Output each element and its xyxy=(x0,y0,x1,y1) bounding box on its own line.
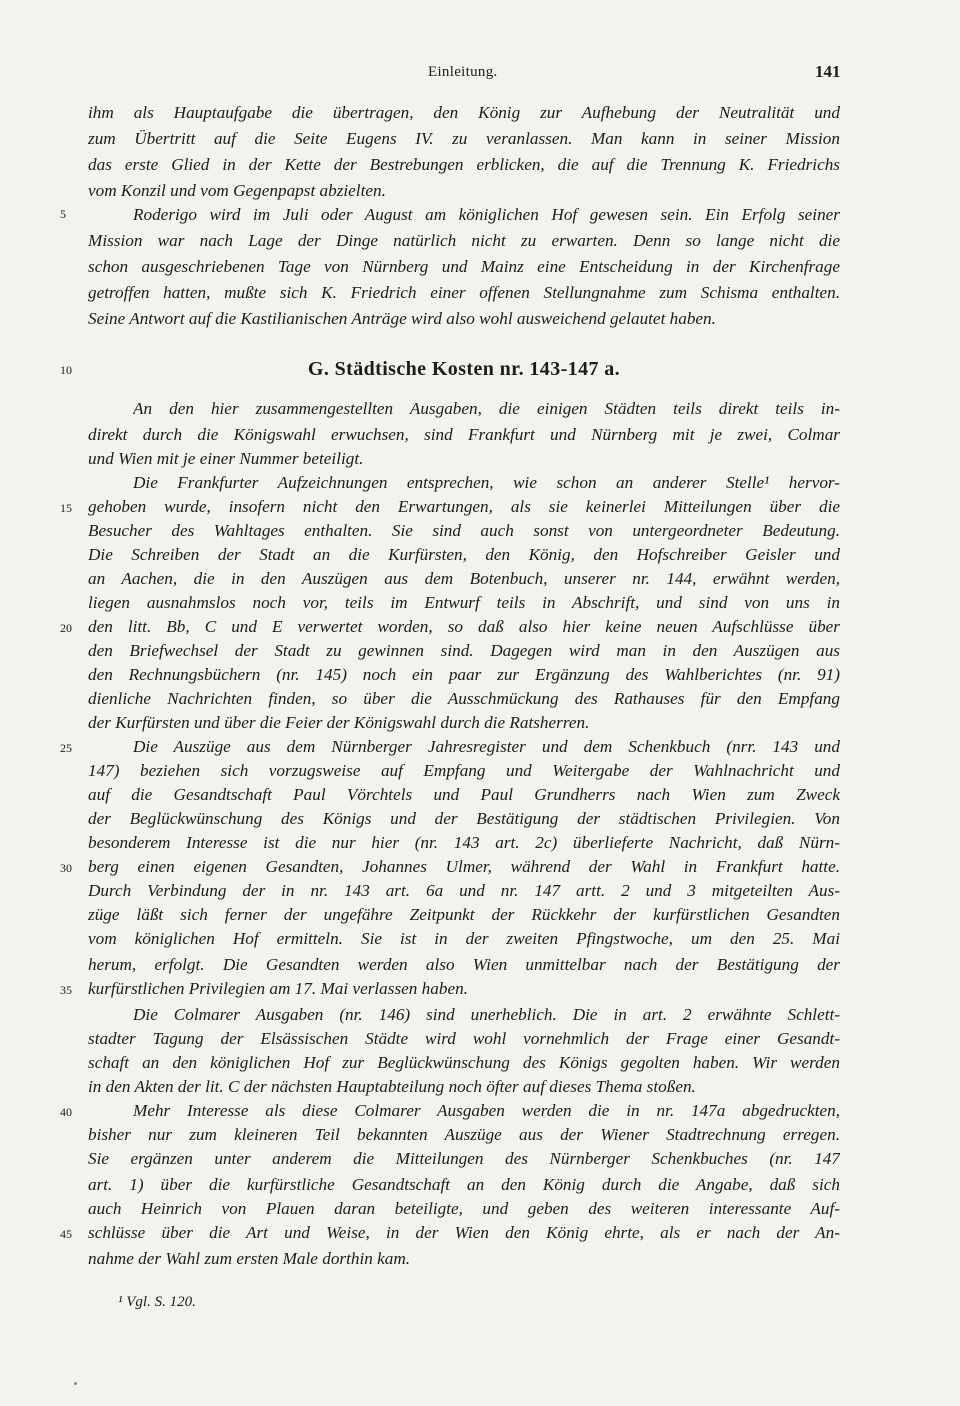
text-line: Durch Verbindung der in nr. 143 art. 6a und nr. 147 artt. 2 und 3 mitgeteilten Aus- xyxy=(88,881,840,900)
text-line: direkt durch die Königswahl erwuchsen, sind Frankfurt und Nürnberg mit je zwei, Colmar xyxy=(88,425,840,444)
text-line: An den hier zusammengestellten Ausgaben, die einigen Städten teils direkt teils in- xyxy=(133,399,840,418)
running-header xyxy=(0,62,960,86)
text-line: dienliche Nachrichten finden, so über die Ausschmückung des Rathauses für den Empfang xyxy=(88,689,840,708)
text-line: Die Frankfurter Aufzeichnungen entsprechen, wie schon an anderer Stelle¹ hervor- xyxy=(133,473,840,492)
text-line: Sie ergänzen unter anderem die Mitteilungen des Nürnberger Schenkbuches (nr. 147 xyxy=(88,1149,840,1168)
line-number: 45 xyxy=(60,1227,72,1241)
line-number: 15 xyxy=(60,501,72,515)
text-line: in den Akten der lit. C der nächsten Hauptabteilung noch öfter auf dieses Thema stoßen. xyxy=(88,1077,696,1096)
text-line: nahme der Wahl zum ersten Male dorthin kam. xyxy=(88,1249,411,1268)
text-line: gehoben wurde, insofern nicht den Erwartungen, als sie keinerlei Mitteilungen über die xyxy=(88,497,840,516)
text-line: 147) beziehen sich vorzugsweise auf Empfang und Weitergabe der Wahlnachricht und xyxy=(88,761,840,780)
text-line: vom königlichen Hof ermitteln. Sie ist in der zweiten Pfingstwoche, um den 25. Mai xyxy=(88,929,840,948)
page-number: 141 xyxy=(815,62,841,81)
text-line: der Kurfürsten und über die Feier der Königswahl durch die Ratsherren. xyxy=(88,713,590,732)
text-line: zum Übertritt auf die Seite Eugens IV. zu veranlassen. Man kann in seiner Mission xyxy=(88,129,840,148)
text-line: Die Auszüge aus dem Nürnberger Jahresregister und dem Schenkbuch (nrr. 143 und xyxy=(133,737,840,756)
text-line: Die Colmarer Ausgaben (nr. 146) sind unerheblich. Die in art. 2 erwähnte Schlett- xyxy=(133,1005,840,1024)
text-line: bisher nur zum kleineren Teil bekannten Auszüge aus der Wiener Stadtrechnung erregen. xyxy=(88,1125,840,1144)
text-line: art. 1) über die kurfürstliche Gesandtschaft an den König durch die Angabe, daß sich xyxy=(88,1175,840,1194)
section-heading: G. Städtische Kosten nr. 143-147 a. xyxy=(307,358,621,380)
text-line: vom Konzil und vom Gegenpapst abzielten. xyxy=(88,181,386,200)
text-line: den Briefwechsel der Stadt zu gewinnen sind. Dagegen wird man in den Auszügen aus xyxy=(88,641,840,660)
text-line: Mehr Interesse als diese Colmarer Ausgaben werden die in nr. 147a abgedruckten, xyxy=(133,1101,840,1120)
line-number: 30 xyxy=(60,861,72,875)
text-line: den Rechnungsbüchern (nr. 145) noch ein paar zur Ergänzung des Wahlberichtes (nr. 91) xyxy=(88,665,840,684)
text-line: getroffen hatten, mußte sich K. Friedrich einer offenen Stellungnahme zum Schisma enthalten. xyxy=(88,283,840,302)
line-number: 10 xyxy=(60,363,72,377)
text-line: das erste Glied in der Kette der Bestrebungen erblicken, die auf die Trennung K. Friedrichs xyxy=(88,155,840,174)
line-number: 35 xyxy=(60,983,72,997)
text-line: schaft an den königlichen Hof zur Beglückwünschung des Königs gegolten haben. Wir werden xyxy=(88,1053,840,1072)
text-line: berg einen eigenen Gesandten, Johannes Ulmer, während der Wahl in Frankfurt hatte. xyxy=(88,857,840,876)
text-line: schlüsse über die Art und Weise, in der Wien den König ehrte, als er nach der An- xyxy=(88,1223,840,1242)
text-line: besonderem Interesse ist die nur hier (nr. 143 art. 2c) überlieferte Nachricht, daß Nürn- xyxy=(88,833,840,852)
footnote: ¹ Vgl. S. 120. xyxy=(118,1294,196,1310)
text-line: ihm als Hauptaufgabe die übertragen, den König zur Aufhebung der Neutralität und xyxy=(88,103,840,122)
paper-speck xyxy=(74,1382,77,1385)
running-title: Einleitung. xyxy=(428,64,498,80)
text-line: Besucher des Wahltages enthalten. Sie sind auch sonst von untergeordneter Bedeutung. xyxy=(88,521,840,540)
text-line: und Wien mit je einer Nummer beteiligt. xyxy=(88,449,364,468)
line-number: 5 xyxy=(60,207,66,221)
text-line: kurfürstlichen Privilegien am 17. Mai verlassen haben. xyxy=(88,979,468,998)
line-number: 40 xyxy=(60,1105,72,1119)
text-line: auch Heinrich von Plauen daran beteiligte, und geben des weiteren interessante Auf- xyxy=(88,1199,840,1218)
text-line: den litt. Bb, C und E verwertet worden, so daß also hier keine neuen Aufschlüsse über xyxy=(88,617,840,636)
text-line: Mission war nach Lage der Dinge natürlich nicht zu erwarten. Denn so lange nicht die xyxy=(88,231,840,250)
line-number: 20 xyxy=(60,621,72,635)
text-line: stadter Tagung der Elsässischen Städte wird wohl vornehmlich der Frage einer Gesandt- xyxy=(88,1029,840,1048)
text-line: der Beglückwünschung des Königs und der Bestätigung der städtischen Privilegien. Von xyxy=(88,809,840,828)
text-line: an Aachen, die in den Auszügen aus dem Botenbuch, unserer nr. 144, erwähnt werden, xyxy=(88,569,840,588)
line-number: 25 xyxy=(60,741,72,755)
text-line: Die Schreiben der Stadt an die Kurfürsten, den König, den Hofschreiber Geisler und xyxy=(88,545,840,564)
text-line: auf die Gesandtschaft Paul Vörchtels und Paul Grundherrs nach Wien zum Zweck xyxy=(88,785,840,804)
text-line: herum, erfolgt. Die Gesandten werden also Wien unmittelbar nach der Bestätigung der xyxy=(88,955,840,974)
text-line: züge läßt sich ferner der ungefähre Zeitpunkt der Rückkehr der kurfürstlichen Gesandten xyxy=(88,905,840,924)
text-line: liegen ausnahmslos noch vor, teils im Entwurf teils in Abschrift, und sind von uns in xyxy=(88,593,840,612)
text-line: Seine Antwort auf die Kastilianischen Anträge wird also wohl ausweichend gelautet haben. xyxy=(88,309,716,328)
text-line: Roderigo wird im Juli oder August am königlichen Hof gewesen sein. Ein Erfolg seiner xyxy=(133,205,840,224)
text-line: schon ausgeschriebenen Tage von Nürnberg und Mainz eine Entscheidung in der Kirchenfrage xyxy=(88,257,840,276)
